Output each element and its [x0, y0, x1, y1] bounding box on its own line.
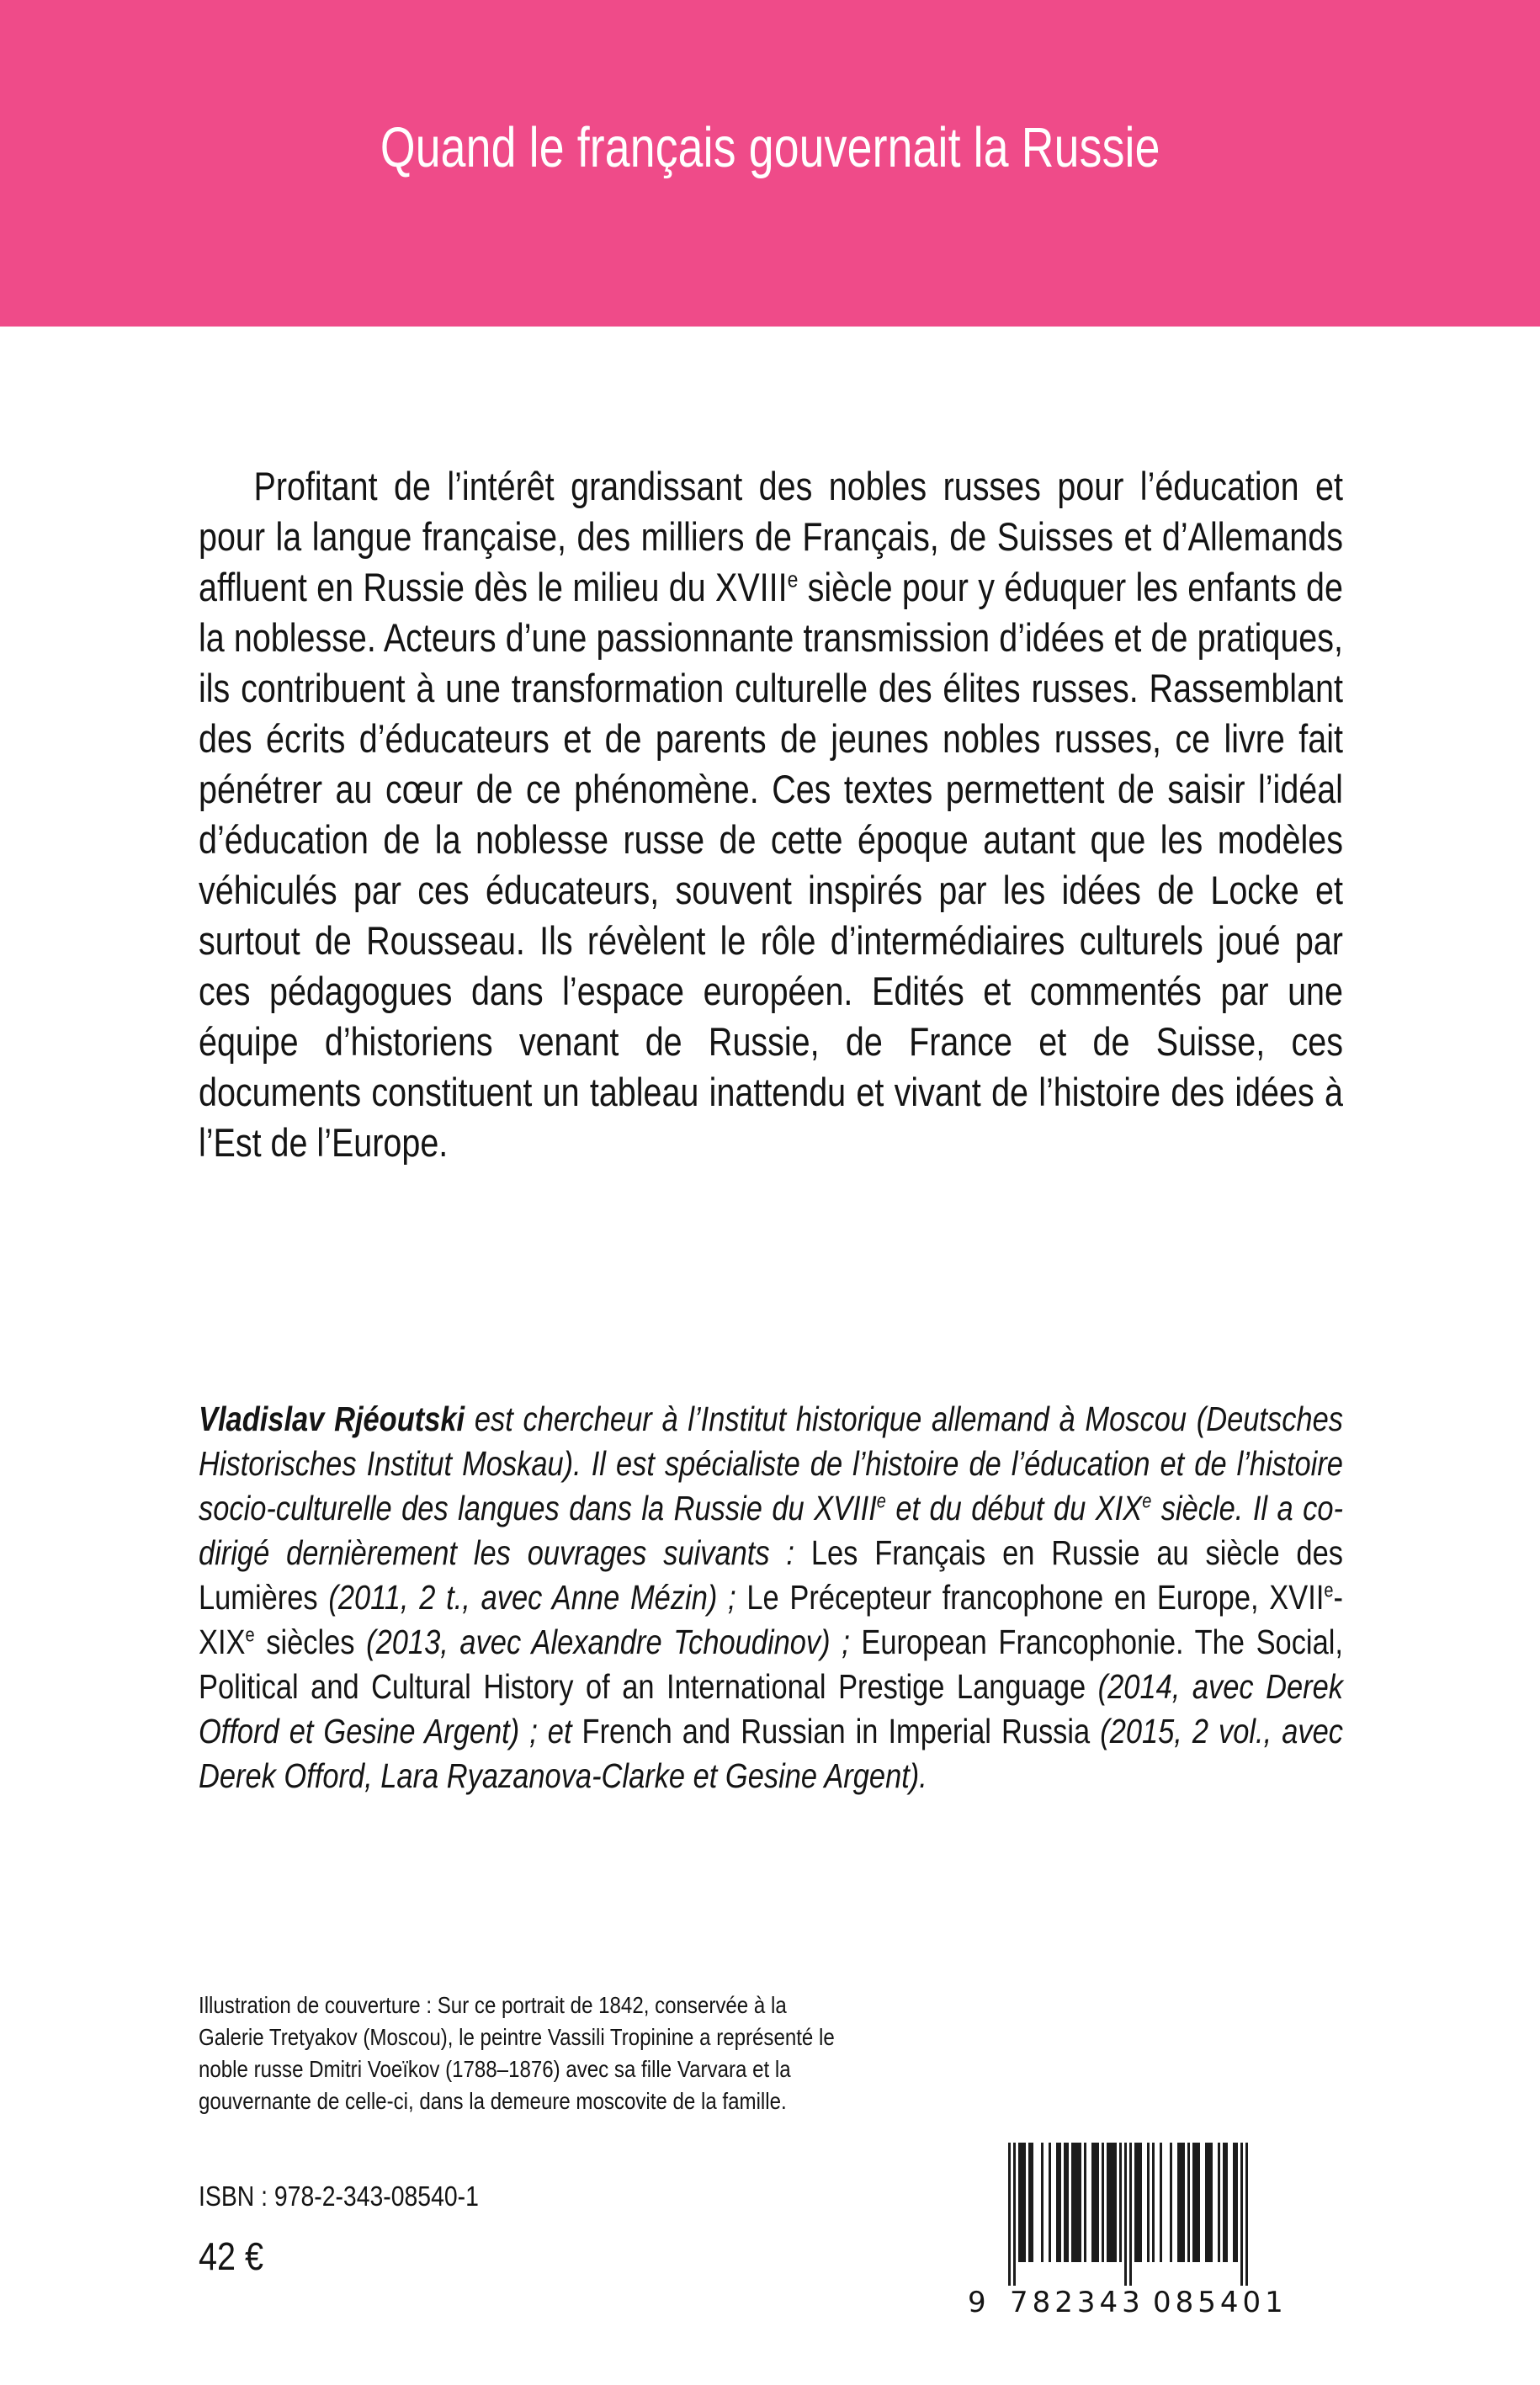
barcode-lead-digit: 9: [968, 2286, 990, 2319]
book-description: [199, 461, 1343, 1168]
page-title: Quand le français gouvernait la Russie: [380, 115, 1160, 179]
cited-work-3: European Francophonie. The Social, Political and Cultural History of an International Prestige Language: [199, 1623, 1343, 1706]
bio-text-6: (2014, avec Derek Offord et Gesine Argent) ; et: [199, 1667, 1343, 1750]
author-biography: [199, 1397, 1343, 1798]
isbn-label: ISBN : 978-2-343-08540-1: [199, 2180, 479, 2212]
bio-text-1: est chercheur à l’Institut historique allemand à Moscou (Deutsches Historisches Institut Moskau). Il est spécialiste de l’histoire de l’éducation et de l’histoire socio-culturelle des langues dans la Russie du XVIII: [199, 1400, 1343, 1527]
bio-text-2: et du début du XIX: [885, 1489, 1143, 1527]
barcode-bars: [966, 2127, 1320, 2317]
ordinal-suffix-17e-work2: e: [1324, 1579, 1334, 1602]
description-text-part-1: Profitant de l’intérêt grandissant des nobles russes pour l’éducation et pour la langue française, des milliers de Français, de Suisses et d’Allemands affluent en Russie dès le milieu du XVIII: [199, 464, 1343, 609]
description-text-part-2: siècle pour y éduquer les enfants de la noblesse. Acteurs d’une passionnante transmission d’idées et de pratiques, ils contribuent à une transformation culturelle des élites russes. Rassemblant des écrits d’éducateurs et de parents de jeunes nobles russes, ce livre fait pénétrer au cœur de ce phénomène. Ces textes permettent de saisir l’idéal d’éducation de la noblesse russe de cette époque autant que les modèles véhiculés par ces éducateurs, souvent inspirés par les idées de Locke et surtout de Rousseau. Ils révèlent le rôle d’intermédiaires culturels joué par ces pédagogues dans l’espace européen. Edités et commentés par une équipe d’historiens venant de Russie, de France et de Suisse, ces documents constituent un tableau inattendu et vivant de l’histoire des idées à l’Est de l’Europe.: [199, 565, 1343, 1165]
ordinal-suffix-19e-work2: e: [245, 1623, 255, 1647]
price-label: 42 €: [199, 2234, 263, 2278]
bio-text-4: (2011, 2 t., avec Anne Mézin) ;: [317, 1578, 747, 1617]
bio-text-7: (2015, 2 vol., avec Derek Offord, Lara Ryazanova-Clarke et Gesine Argent).: [199, 1712, 1343, 1795]
ordinal-suffix-18e-bio: e: [876, 1490, 886, 1513]
title-banner: [0, 0, 1540, 327]
barcode-left-group: 782343: [1010, 2286, 1144, 2319]
ordinal-suffix-19e-bio: e: [1142, 1490, 1152, 1513]
ordinal-suffix-18e: e: [787, 566, 799, 592]
cited-work-1: Les Français en Russie au siècle des Lumières: [199, 1533, 1343, 1617]
author-name: Vladislav Rjéoutski: [199, 1400, 465, 1438]
bio-text-5: (2013, avec Alexandre Tchoudinov) ;: [354, 1623, 862, 1661]
cited-work-2-part-a: Le Précepteur francophone en Europe, XVII: [746, 1578, 1325, 1617]
cited-work-4: French and Russian in Imperial Russia: [581, 1712, 1091, 1750]
cover-illustration-credit: Illustration de couverture : Sur ce portrait de 1842, conservée à la Galerie Tretyakov (Moscou), le peintre Vassili Tropinine a représenté le noble russe Dmitri Voeïkov (1788–1876) avec sa fille Varvara et la gouvernante de celle-ci, dans la demeure moscovite de la famille.: [199, 1992, 835, 2114]
cited-work-2-part-b: -XIX: [199, 1578, 1343, 1661]
cited-work-2-part-c: siècles: [254, 1623, 355, 1661]
bio-text-3: siècle. Il a co-dirigé dernièrement les ouvrages suivants :: [199, 1489, 1343, 1572]
barcode-right-group: 085401: [1153, 2286, 1288, 2319]
ean13-barcode: [966, 2127, 1320, 2317]
